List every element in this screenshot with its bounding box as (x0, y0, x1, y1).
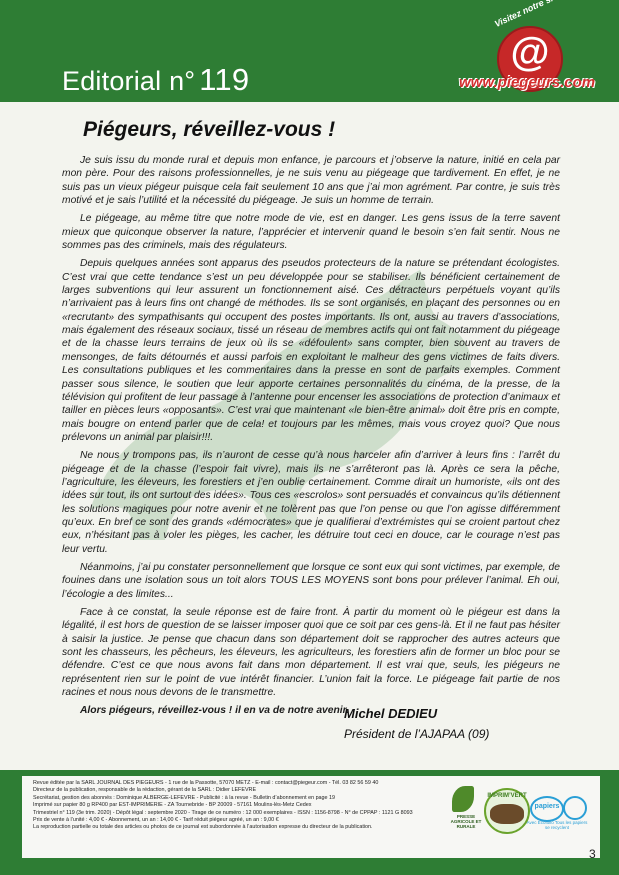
closing-line: Alors piégeurs, réveillez-vous ! il en va de notre avenir. (80, 705, 349, 717)
paragraph: Je suis issu du monde rural et depuis mon enfance, je parcours et j’observe la nature, initié en cela par mon père. Pour des raisons professionnelles, je ne suis venu au piégeage que tardivement. En effet, je ne suis pas un vieux piégeur puisque cela fait seulement 10 ans que j’ai mon agrément. Par contre, je suis très motivé et je sais l’utilité et la nécessité du piégeage. Je suis un homme de terrain. (62, 155, 560, 207)
imprint-line: Directeur de la publication, responsable de la rédaction, gérant de la SARL : Didier LEFEVRE (33, 787, 257, 794)
imprint-line: La reproduction partielle ou totale des articles ou photos de ce journal est subordonnée à l’autorisation expresse du directeur de la publication. (33, 824, 373, 831)
page-number: 3 (589, 847, 596, 861)
badge-label: PRESSE AGRICOLE ET RURALE (450, 814, 482, 829)
imprint-line: Prix de vente à l’unité : 4,00 € - Abonnement, un an : 14,00 € - Tarif réduit piégeur agréé, un an : 9,00 € (33, 817, 279, 824)
imprint-line: Revue éditée par la SARL JOURNAL DES PIEGEURS - 1 rue de la Passotte, 57070 METZ - E-mail : contact@piegeur.com - Tél. 03 82 56 59 40 (33, 780, 379, 786)
paragraph: Néanmoins, j’ai pu constater personnellement que lorsque ce sont eux qui sont victimes, par exemple, de fouines dans une isolation sous un toit alors TOUS LES MOYENS sont bons pour prélever l’animal. Eh oui, l’écologie a des limites... (62, 561, 560, 600)
paragraph: Depuis quelques années sont apparus des pseudos protecteurs de la nature se prétendant écologistes. C’est vrai que cette tendance s’est un peu développée pour se stabiliser. Ils bénéficient certainement de larges subventions qui leur assurent un fonctionnement aisé. Ces détracteurs perpétuels voyant qu’ils n’arrivaient pas à leurs fins ont changé de méthodes. Ils se sont organisés, en plaçant des personnes ou en «recrutant» des sympathisants qui occupent des postes importants. Ils ont, aussi au travers d’associations, mais également des réseaux sociaux, tissé un réseau de membres actifs qui ont fait notamment du piégeage et de la chasse leurs terrains de jeux où ils se «défoulent» sans compter, bien souvent au travers de mensonges, de faits détournés et aussi parfois en exploitant le malheur des gens victimes de faits divers. Les consultations publiques et les commentaires dans la presse en sont de parfaits exemples. Comment passer sous silence, le soutien que leur apporte certaines personnalités du cinéma, de la presse, de la télévision qui profitent de leur passage à l’antenne pour encenser les associations de protection d’animaux et tailler en pièces leurs «opposants». C’est vrai que maintenant «le bien-être animal» doit être pris en compte, mais bougre on entend parler que de cela! et toujours par les mêmes, mais vous croyez quoi? Que nous prélevons un animal par plaisir!!!. (62, 258, 560, 443)
paragraph: Face à ce constat, la seule réponse est de faire front. À partir du moment où le piégeur est dans la légalité, il est hors de question de se laisser imposer quoi que ce soit par ces gens-là. Et il ne faut pas hésiter à saisir la justice. Je pense que chacun dans son département doit se rapprocher des autres acteurs que sont les chasseurs, les pêcheurs, les éleveurs, les agriculteurs, les forestiers afin de former un bloc pour se défendre. C’est ce que nous avons fait dans mon département. Il est vrai que, seuls, les piégeurs ne représentent rien sur le point de vue intérêt financier. L’union fait la force. Le piégeage fait partie de nos racines et nous nous devons de le transmettre. (62, 607, 560, 699)
at-symbol: @ (510, 30, 550, 74)
imprint (33, 780, 428, 832)
paragraph: Le piégeage, au même titre que notre mode de vie, est en danger. Les gens issus de la terre savent mieux que quiconque observer la nature, l’apprécier et intervenir quand le besoin s’en fait sentir. Nous ne sommes pas des criminels, mais des régulateurs. (62, 213, 560, 252)
article-headline: Piégeurs, réveillez-vous ! (83, 118, 336, 141)
papiers-badge (530, 796, 564, 822)
logo-url: www.piegeurs.com (459, 74, 596, 91)
page-title (62, 62, 249, 99)
imprim-vert-badge (484, 788, 530, 834)
badge-label: IMPRIM’VERT (487, 793, 527, 799)
imprint-line: Imprimé sur papier 80 g RP400 par EST-IMPRIMERIE - ZA Tournebride - BP 20009 - 57161 Moulins-lès-Metz Cedex (33, 802, 312, 809)
author-name: Michel DEDIEU (344, 706, 438, 721)
imprint-line: Secrétariat, gestion des abonnés : Dominique ALBERGE-LEFEVRE - Publicité : à la revue - Bulletin d’abonnement en page 19 (33, 794, 336, 801)
paragraph: Ne nous y trompons pas, ils n’auront de cesse qu’à nous harceler afin d’arriver à leurs fins : l’arrêt du piégeage et de la chasse (l’espoir fait vivre), mais ils ne s’arrêteront pas là. Après ce sera la pêche, l’agriculture, les éleveurs, les forestiers et j’en oublie certainement. Comme dirait un humoriste, «ils ont des idées sur tout, ils ont surtout des idées». Tous ces «escrolos» sont persuadés et convaincus qu’ils détiennent les solutions magiques pour notre avenir et ne tolèrent pas que l’on pense ou que l’on agisse différemment qu’eux. En bref ce sont des grands «démocrates» que je qualifierai d’extrémistes qui se croient partout chez eux, n’hésitant pas à voler les pièges, les cacher, les détruire tout ceci en douce, car le courage n’est pas leur vertu. (62, 450, 560, 555)
earth-icon (490, 804, 524, 824)
article-body (62, 154, 560, 723)
recycle-icon (563, 796, 587, 820)
issue-number: 119 (199, 62, 250, 97)
imprint-line: Trimestriel n° 119 (3e trim. 2020) - Dépôt légal : septembre 2020 - Tirage de ce numéro : 12 000 exemplaires - ISSN : 1156-8798 - N° de CPPAP : 1121 G 8093 (33, 809, 413, 816)
title-text: Editorial (62, 66, 162, 96)
badge-label: papiers (534, 803, 560, 810)
presse-agricole-badge (446, 786, 482, 836)
website-logo[interactable] (457, 16, 602, 106)
issue-prefix: n° (169, 66, 196, 96)
leaf-icon (452, 786, 474, 812)
author-role: Président de l’AJAPAA (09) (344, 727, 490, 741)
ecofolio-label: Avec Ecofolio Tous les papiers se recyclent (526, 820, 588, 830)
